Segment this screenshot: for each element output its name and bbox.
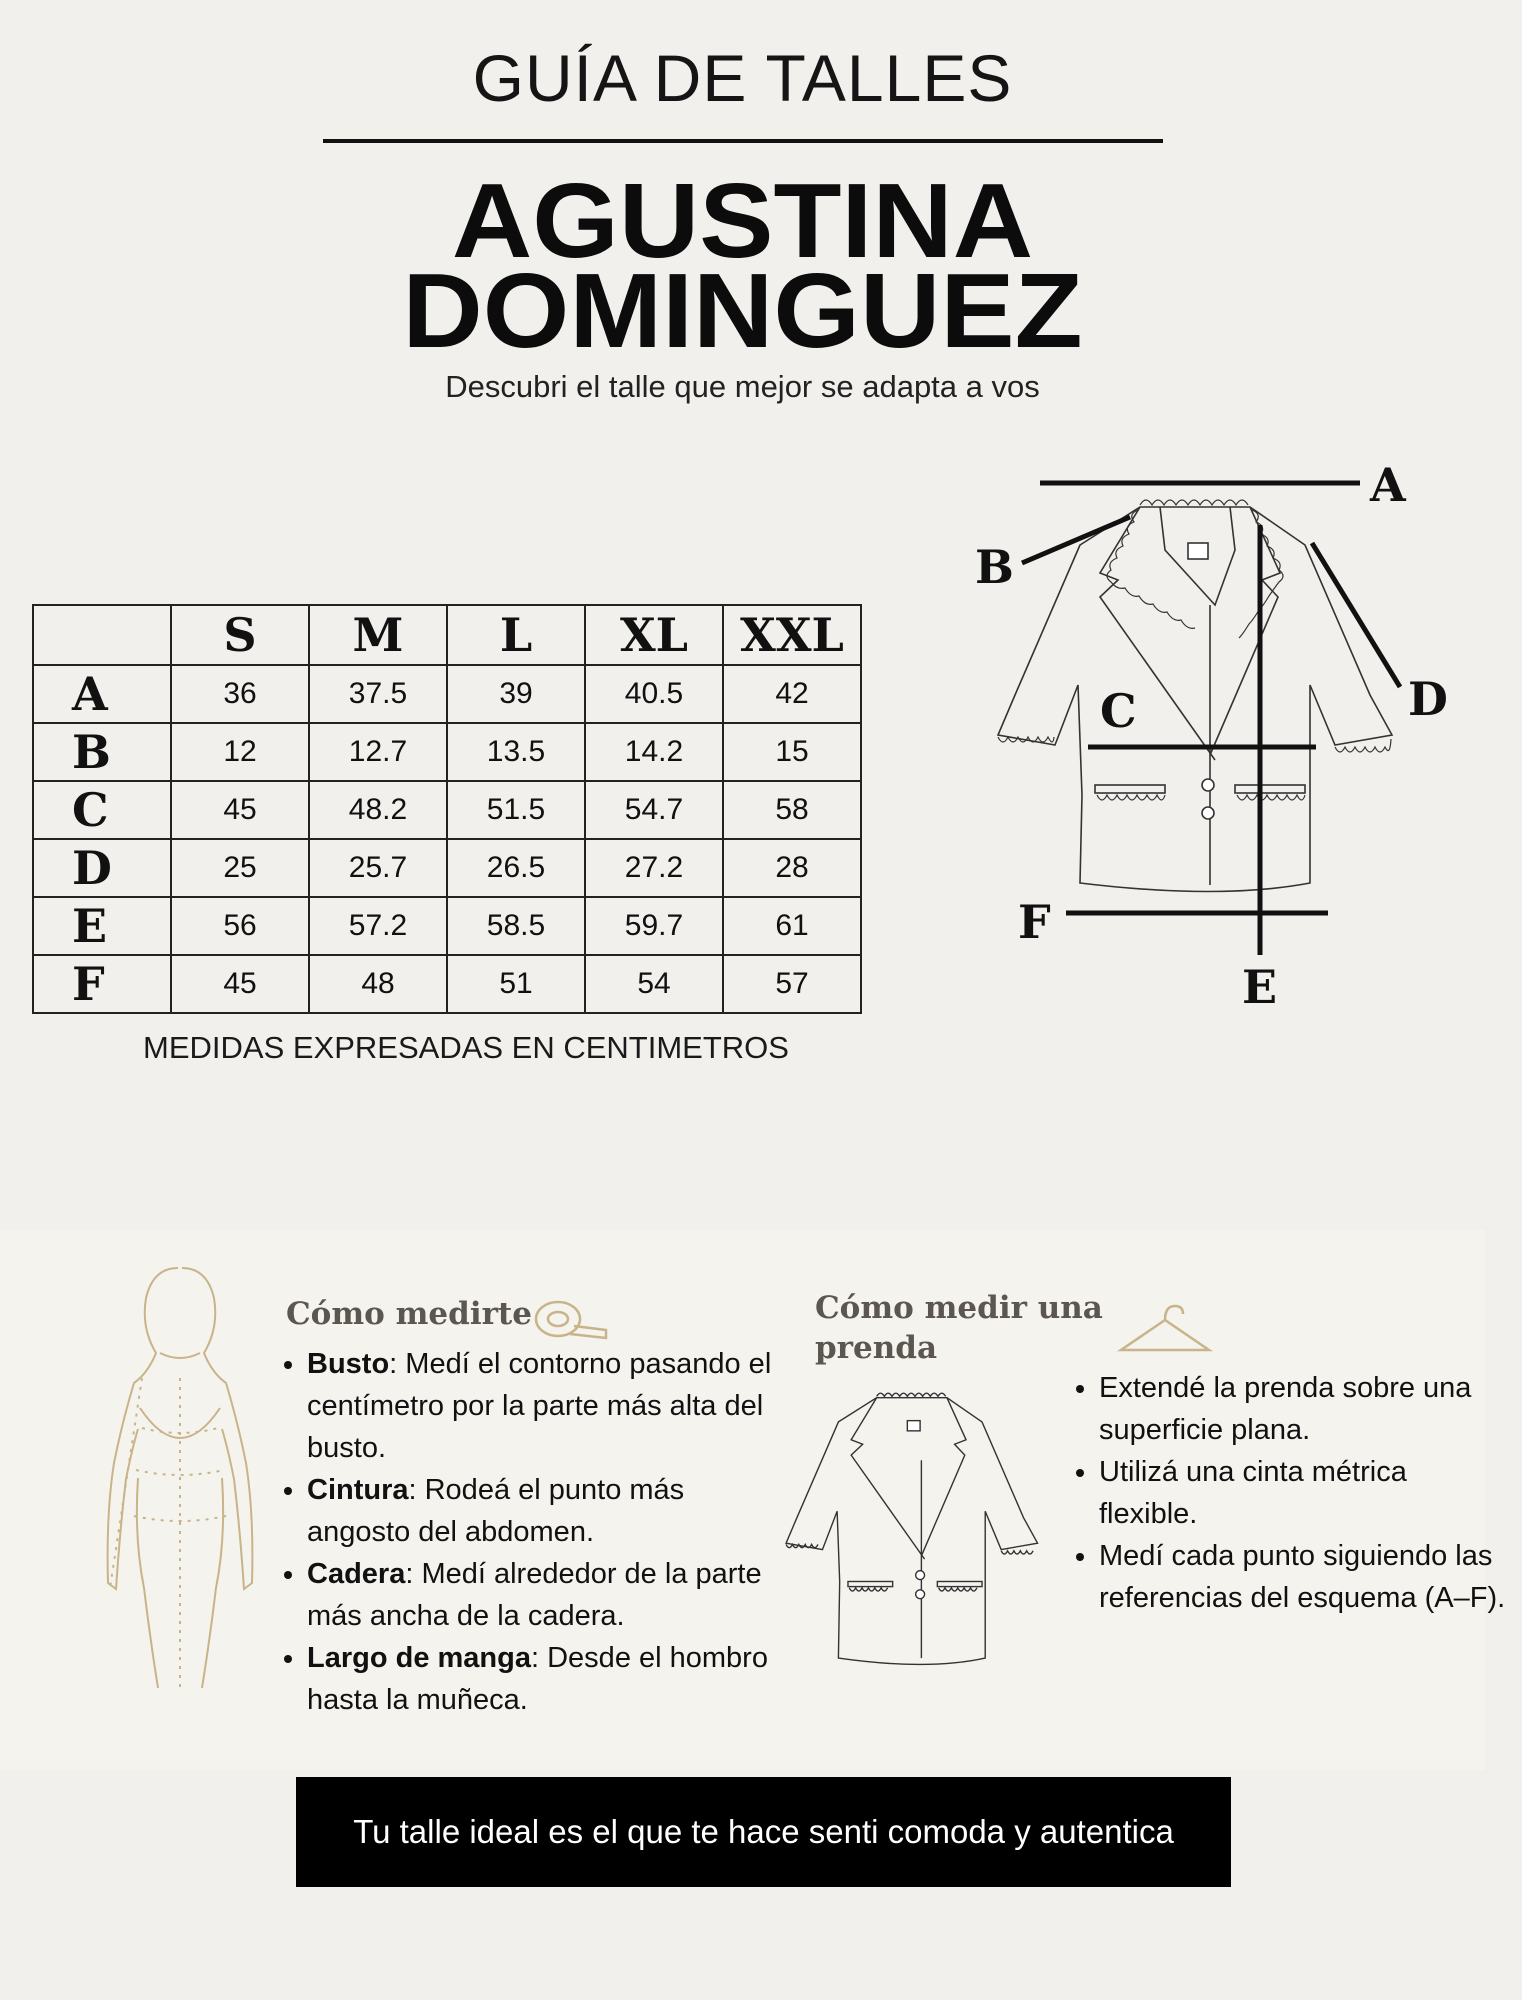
units-note: MEDIDAS EXPRESADAS EN CENTIMETROS — [143, 1030, 789, 1065]
jacket-outline — [998, 507, 1392, 892]
measure-row-label: F — [33, 955, 171, 1013]
table-cell: 25 — [171, 839, 309, 897]
measurement-labels — [975, 458, 1448, 1014]
diagram-label-b: B — [975, 540, 1014, 594]
list-item: • Utilizá una cinta métrica flexible. — [1099, 1451, 1509, 1535]
table-cell: 51.5 — [447, 781, 585, 839]
table-cell: 54 — [585, 955, 723, 1013]
brand-name-line1: AGUSTINA — [451, 162, 1034, 280]
table-cell: 57 — [723, 955, 861, 1013]
table-cell: 54.7 — [585, 781, 723, 839]
measure-row-label: B — [33, 723, 171, 781]
table-cell: 36 — [171, 665, 309, 723]
table-cell: 13.5 — [447, 723, 585, 781]
table-cell: 58.5 — [447, 897, 585, 955]
table-cell: 42 — [723, 665, 861, 723]
measure-term: Busto — [307, 1348, 390, 1380]
measure-term: Largo de manga — [307, 1642, 531, 1674]
list-item — [307, 1343, 782, 1469]
woman-figure-illustration — [90, 1258, 270, 1698]
brand-name-line2: DOMINGUEZ — [402, 252, 1083, 370]
size-column-header: S — [171, 605, 309, 665]
measure-term: Cadera — [307, 1558, 406, 1590]
table-cell: 28 — [723, 839, 861, 897]
subtitle: Descubri el talle que mejor se adapta a vos — [445, 369, 1040, 404]
table-cell: 59.7 — [585, 897, 723, 955]
measure-row-label: D — [33, 839, 171, 897]
measure-description: : Desde el hombro hasta la muñeca. — [307, 1642, 768, 1716]
jacket-measurement-diagram — [960, 455, 1448, 1015]
table-cell: 56 — [171, 897, 309, 955]
diagram-label-e: E — [1242, 960, 1278, 1014]
table-cell: 51 — [447, 955, 585, 1013]
table-cell: 37.5 — [309, 665, 447, 723]
list-item — [307, 1469, 782, 1553]
table-row — [33, 665, 861, 723]
size-column-header: L — [447, 605, 585, 665]
diagram-label-a: A — [1370, 458, 1406, 512]
measure-description: : Medí alrededor de la parte más ancha de la cadera. — [307, 1558, 762, 1632]
list-item: • Medí cada punto siguiendo las referencias del esquema (A–F). — [1099, 1535, 1509, 1619]
measure-description: : Rodeá el punto más angosto del abdomen. — [307, 1474, 685, 1548]
table-row — [33, 839, 861, 897]
measure-garment-title: Cómo medir una prenda — [815, 1290, 1103, 1366]
table-cell: 61 — [723, 897, 861, 955]
table-cell: 58 — [723, 781, 861, 839]
size-table-header-row — [33, 605, 861, 665]
small-jacket-illustration — [760, 1390, 1070, 1690]
table-row — [33, 955, 861, 1013]
measure-description: : Medí el contorno pasando el centímetro por la parte más alta del busto. — [307, 1348, 772, 1464]
measure-row-label: C — [33, 781, 171, 839]
table-cell: 15 — [723, 723, 861, 781]
table-cell: 25.7 — [309, 839, 447, 897]
how-to-measure-list — [278, 1343, 782, 1721]
table-cell: 39 — [447, 665, 585, 723]
table-cell: 57.2 — [309, 897, 447, 955]
measure-row-label: A — [33, 665, 171, 723]
table-cell: 40.5 — [585, 665, 723, 723]
table-cell: 14.2 — [585, 723, 723, 781]
list-item — [307, 1637, 782, 1721]
table-row — [33, 897, 861, 955]
table-cell: 26.5 — [447, 839, 585, 897]
list-item — [307, 1553, 782, 1637]
diagram-label-f: F — [1018, 895, 1051, 949]
table-cell: 48.2 — [309, 781, 447, 839]
size-column-header: M — [309, 605, 447, 665]
footer-text: Tu talle ideal es el que te hace senti comoda y autentica — [353, 1813, 1174, 1850]
table-cell: 48 — [309, 955, 447, 1013]
table-cell: 45 — [171, 781, 309, 839]
table-cell: 27.2 — [585, 839, 723, 897]
guide-title: GUÍA DE TALLES — [472, 41, 1013, 115]
table-row — [33, 781, 861, 839]
size-column-header: XL — [585, 605, 723, 665]
table-cell: 12.7 — [309, 723, 447, 781]
list-item: • Extendé la prenda sobre una superficie plana. — [1099, 1367, 1509, 1451]
measure-garment-list — [1075, 1367, 1509, 1619]
title-divider — [323, 139, 1163, 143]
table-cell: 45 — [171, 955, 309, 1013]
tape-measure-icon — [530, 1296, 610, 1342]
size-table — [32, 604, 862, 1014]
how-to-measure-title: Cómo medirte — [286, 1296, 532, 1332]
hanger-icon — [1115, 1300, 1215, 1360]
diagram-label-d: D — [1408, 672, 1448, 726]
diagram-label-c: C — [1100, 684, 1137, 738]
size-column-header: XXL — [723, 605, 861, 665]
table-row — [33, 723, 861, 781]
measure-term: Cintura — [307, 1474, 409, 1506]
size-table-corner — [33, 605, 171, 665]
measure-row-label: E — [33, 897, 171, 955]
table-cell: 12 — [171, 723, 309, 781]
